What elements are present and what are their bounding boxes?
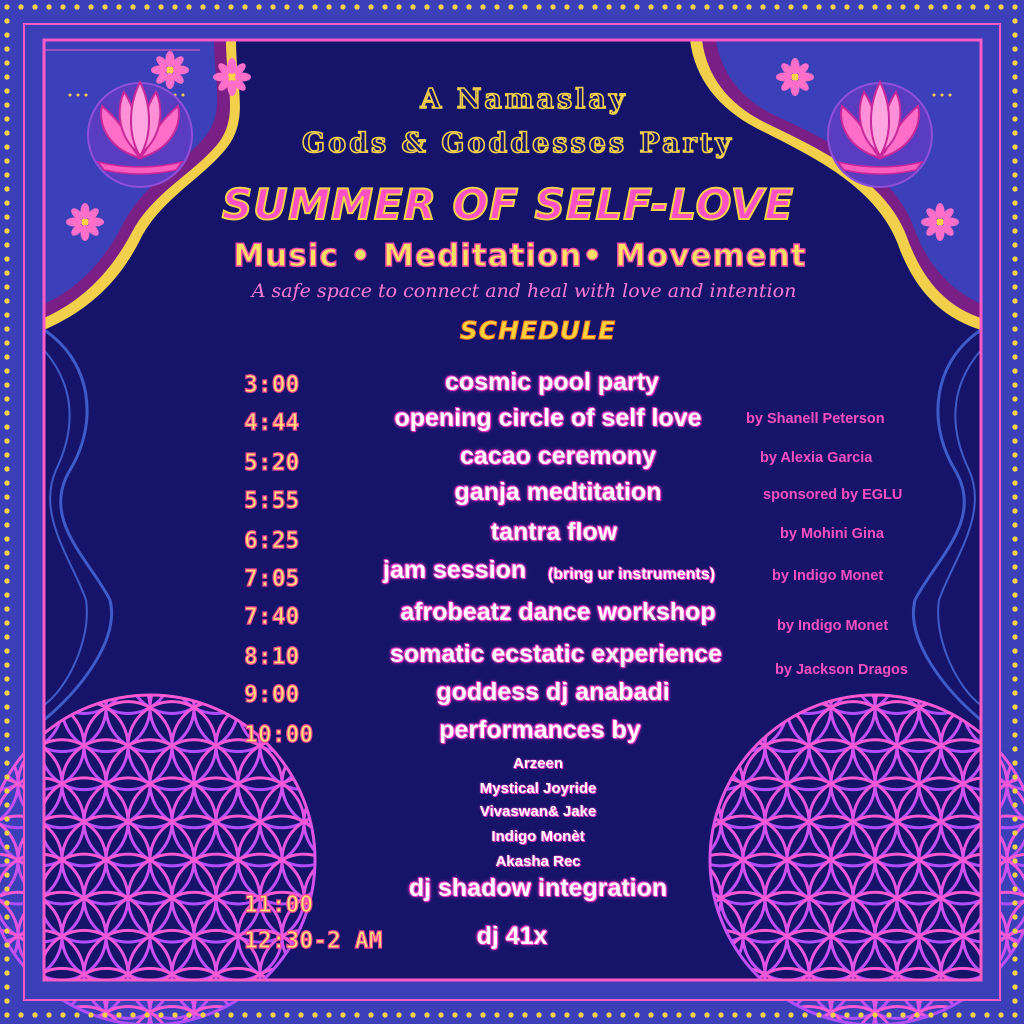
activity-label: afrobeatz dance workshop bbox=[400, 598, 716, 626]
performer-name: Indigo Monèt bbox=[491, 828, 585, 845]
performer-name: Arzeen bbox=[512, 755, 564, 772]
event-title: SUMMER OF SELF-LOVE bbox=[221, 180, 795, 229]
event-host-line: A Namaslay bbox=[420, 84, 628, 115]
schedule-heading: SCHEDULE bbox=[459, 316, 617, 345]
activity-label: tantra flow bbox=[490, 518, 618, 546]
activity-label: ganja medtitation bbox=[454, 478, 662, 506]
time-label: 3:00 bbox=[244, 372, 300, 398]
activity-label: dj 41x bbox=[476, 922, 548, 950]
activity-label: performances by bbox=[439, 716, 641, 744]
credit-label: by Alexia Garcia bbox=[760, 450, 873, 466]
activity-label: cacao ceremony bbox=[460, 442, 656, 470]
activity-note: (bring ur instruments) bbox=[548, 566, 716, 583]
time-label: 4:44 bbox=[244, 410, 300, 436]
time-label: 10:00 bbox=[244, 722, 314, 748]
credit-label: by Mohini Gina bbox=[780, 526, 884, 542]
time-label: 9:00 bbox=[244, 682, 300, 708]
activity-label: dj shadow integration bbox=[408, 874, 668, 902]
time-label: 7:05 bbox=[244, 566, 300, 592]
activity-label: opening circle of self love bbox=[394, 404, 702, 432]
performer-name: Akasha Rec bbox=[495, 853, 581, 870]
credit-label: by Indigo Monet bbox=[777, 618, 889, 634]
time-label: 5:55 bbox=[244, 488, 300, 514]
performer-name: Mystical Joyride bbox=[479, 780, 597, 797]
time-label: 5:20 bbox=[244, 450, 300, 476]
event-type-line: Gods & Goddesses Party bbox=[302, 128, 734, 159]
activity-label: jam session bbox=[383, 556, 527, 584]
credit-label: by Shanell Peterson bbox=[746, 411, 885, 427]
activity-label: cosmic pool party bbox=[445, 368, 659, 396]
credit-label: sponsored by EGLU bbox=[763, 487, 903, 503]
credit-label: by Indigo Monet bbox=[772, 568, 884, 584]
time-label: 11:00 bbox=[244, 892, 314, 918]
activity-label: goddess dj anabadi bbox=[436, 678, 670, 706]
time-label: 7:40 bbox=[244, 604, 300, 630]
credit-label: by Jackson Dragos bbox=[775, 662, 908, 678]
time-label: 6:25 bbox=[244, 528, 300, 554]
activity-label: somatic ecstatic experience bbox=[389, 640, 723, 668]
event-subtitle: Music • Meditation• Movement bbox=[233, 238, 807, 274]
time-label: 12:30-2 AM bbox=[244, 928, 383, 954]
performer-name: Vivaswan& Jake bbox=[479, 803, 597, 820]
event-tagline: A safe space to connect and heal with love and intention bbox=[251, 280, 797, 302]
time-label: 8:10 bbox=[244, 644, 300, 670]
